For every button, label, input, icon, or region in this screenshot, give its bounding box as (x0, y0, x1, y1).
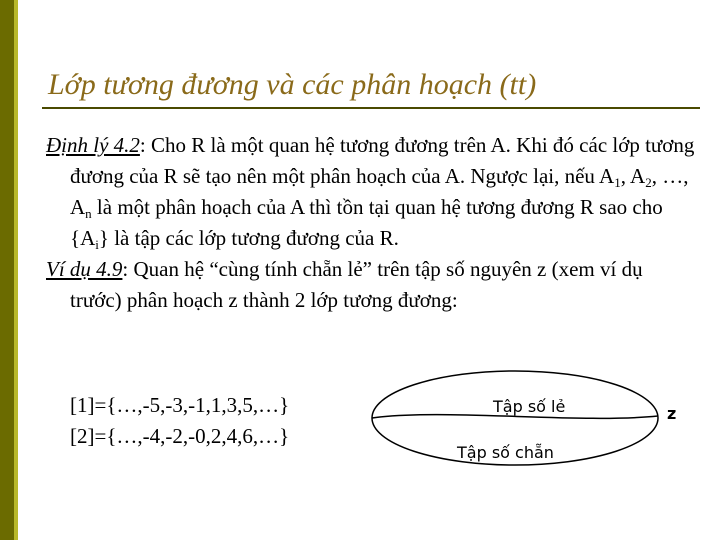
theorem-sub-i: i (95, 237, 99, 252)
odd-set-label: Tập số lẻ (493, 397, 566, 416)
theorem-text-3: , …, A (70, 164, 689, 219)
theorem-lead: Định lý 4.2 (46, 133, 140, 157)
set-z-label: z (667, 404, 677, 423)
theorem-text-1: : Cho R là một quan hệ tương đương trên A. Khi đó các lớp tương đương của R sẽ tạo nên một phân hoạch của A. Ngược lại, nếu A (70, 133, 695, 188)
slide-title: Lớp tương đương và các phân hoạch (tt) (48, 68, 537, 101)
theorem-sub-n: n (85, 206, 92, 221)
theorem-sub-1: 1 (614, 175, 621, 190)
theorem-sub-2: 2 (645, 175, 652, 190)
theorem-text-2: , A (620, 164, 646, 188)
example-lead: Ví dụ 4.9 (46, 257, 123, 281)
theorem-text-5: } là tập các lớp tương đương của R. (98, 226, 399, 250)
theorem-text-4: là một phân hoạch của A thì tồn tại quan hệ tương đương R sao cho {A (70, 195, 663, 250)
even-class: [2]={…,-4,-2,-0,2,4,6,…} (70, 424, 290, 448)
example-text: : Quan hệ “cùng tính chẵn lẻ” trên tập số nguyên z (xem ví dụ trước) phân hoạch z thành 2 lớp tương đương: (70, 257, 643, 312)
odd-class: [1]={…,-5,-3,-1,1,3,5,…} (70, 393, 290, 417)
even-set-label: Tập số chẵn (457, 443, 554, 462)
